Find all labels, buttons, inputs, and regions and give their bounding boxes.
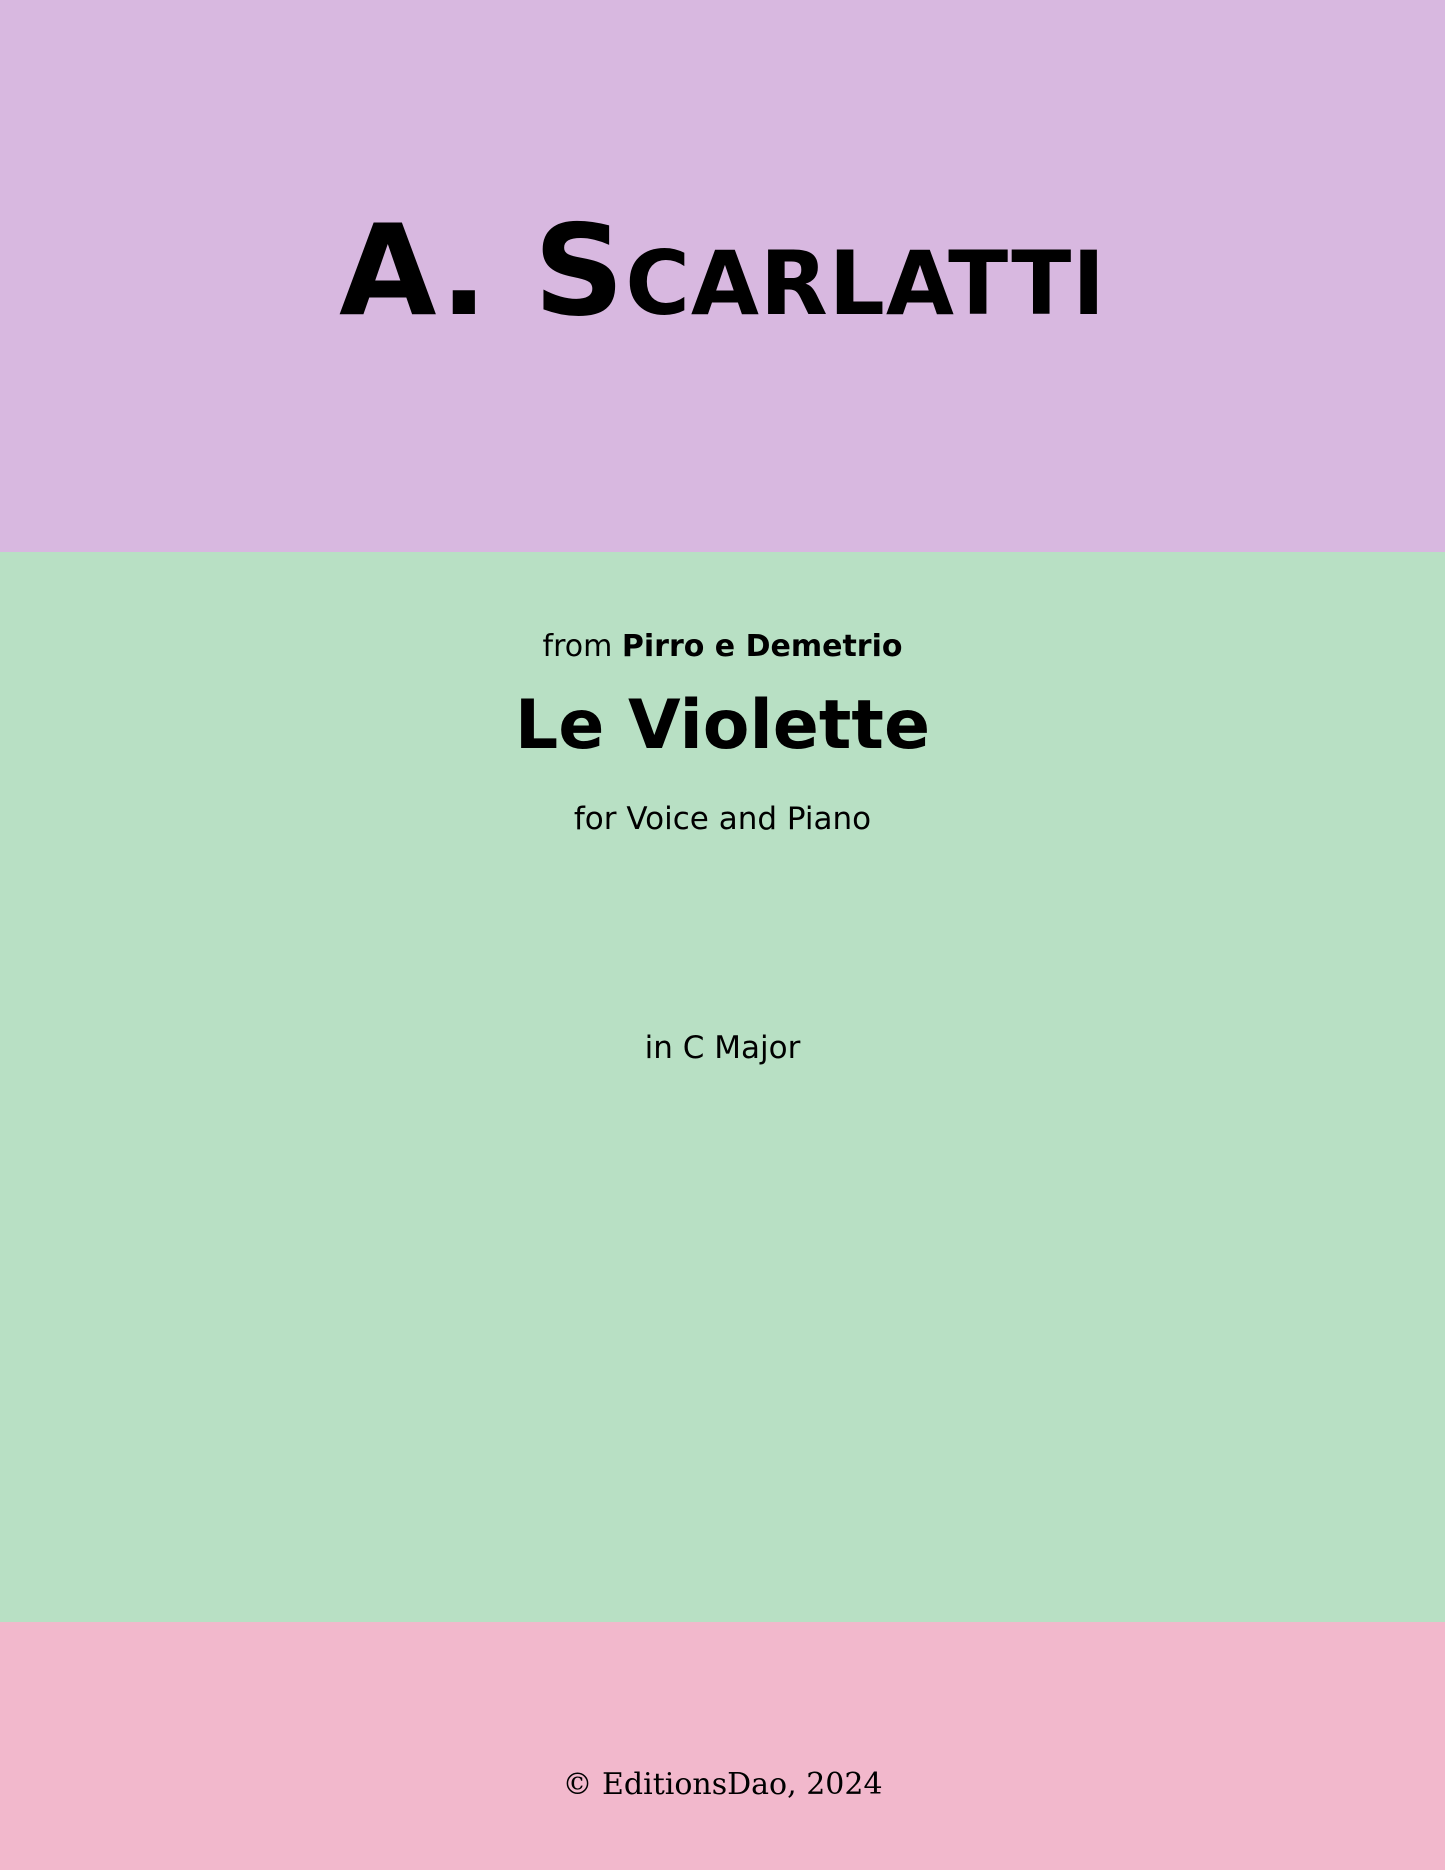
title-block (0, 552, 1445, 837)
source-work-line (0, 629, 1445, 664)
from-label: from (542, 629, 613, 664)
publisher-band (0, 1622, 1445, 1870)
page-title: Le Violette (514, 686, 931, 765)
key-label: in C Major (644, 1030, 801, 1066)
instrumentation-label: for Voice and Piano (573, 801, 872, 838)
publisher-credit: © EditionsDao, 2024 (562, 1767, 883, 1802)
title-band (0, 552, 1445, 1622)
composer-name: A. Scarlatti (339, 197, 1106, 344)
opera-name: Pirro e Demetrio (621, 629, 903, 664)
composer-band (0, 0, 1445, 552)
